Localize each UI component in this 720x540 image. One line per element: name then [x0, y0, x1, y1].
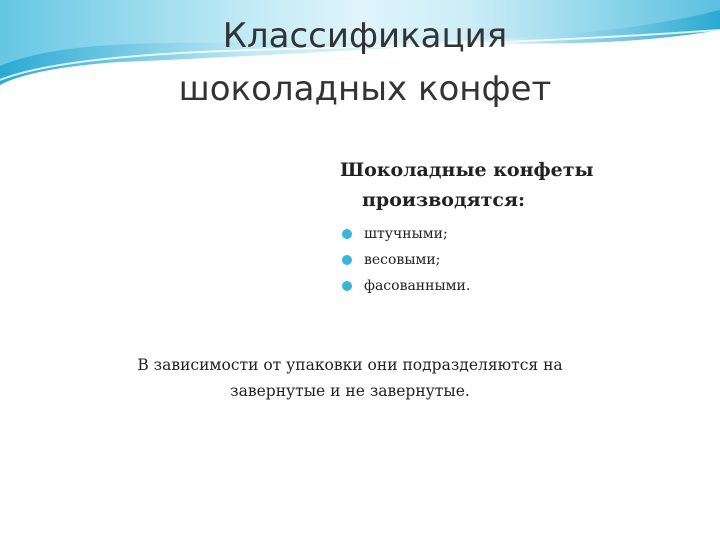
content-heading-line-2: производятся:	[362, 189, 526, 211]
bullet-item	[340, 247, 700, 273]
bullet-text: весовыми;	[364, 252, 441, 268]
slide-title-line-1: Классификация	[222, 16, 508, 56]
bullet-item	[340, 221, 700, 247]
bullet-icon	[342, 255, 352, 265]
packaging-note-line-1: В зависимости от упаковки они подразделяются на	[137, 356, 563, 374]
packaging-note	[100, 352, 600, 404]
bullet-item	[340, 273, 700, 299]
packaging-note-line-2: завернутые и не завернутые.	[230, 382, 470, 400]
slide-title	[120, 10, 610, 116]
content-heading-line-1: Шоколадные конфеты	[340, 159, 594, 181]
bullet-icon	[342, 281, 352, 291]
bullet-icon	[342, 229, 352, 239]
bullet-text: фасованными.	[364, 278, 471, 294]
slide-title-line-2: шоколадных конфет	[178, 69, 552, 109]
content-block	[340, 155, 700, 299]
bullet-text: штучными;	[364, 226, 448, 242]
content-heading	[340, 155, 700, 215]
bullet-list	[340, 221, 700, 299]
